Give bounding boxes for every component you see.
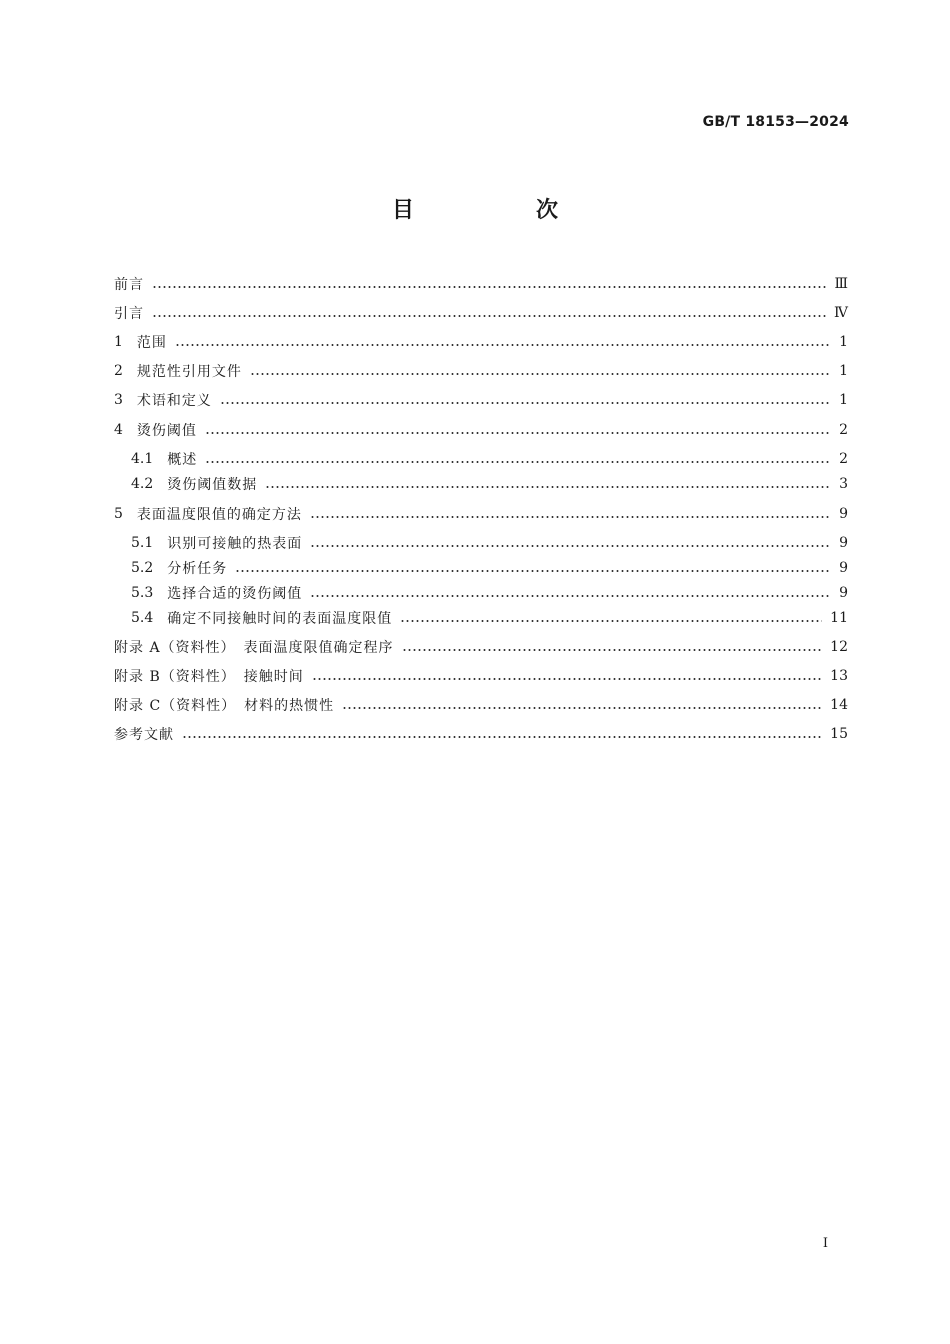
toc-entry-number: 4 <box>114 422 123 438</box>
toc-entry-page: 13 <box>830 668 848 684</box>
toc-entry-page: 9 <box>839 535 848 551</box>
toc-entry-page: 9 <box>839 585 848 601</box>
toc-entry-1[interactable] <box>114 329 848 355</box>
toc-entry-page: 3 <box>839 476 848 492</box>
toc-entry-number: 4.1 <box>131 451 154 467</box>
toc-entry-foreword[interactable] <box>114 271 848 297</box>
toc-entry-label: 表面温度限值的确定方法 <box>136 507 302 523</box>
toc-entry-label: 前言 <box>114 277 144 293</box>
toc-entry-page: 11 <box>830 610 848 626</box>
toc-entry-label: 范围 <box>136 335 167 351</box>
toc-entry-label: 分析任务 <box>167 561 228 577</box>
toc-entry-label: 规范性引用文件 <box>136 364 242 380</box>
toc-entry-label: 烫伤阈值数据 <box>167 477 258 493</box>
toc-entry-page: 2 <box>839 451 848 467</box>
toc-entry-introduction[interactable] <box>114 300 848 326</box>
toc-entry-4[interactable] <box>114 417 848 443</box>
toc-entry-label: 选择合适的烫伤阈值 <box>167 586 303 602</box>
toc-entry-label: 术语和定义 <box>136 393 212 409</box>
toc-entry-annex-c[interactable] <box>114 692 848 718</box>
toc-entry-page: 9 <box>839 560 848 576</box>
toc-entry-page: 12 <box>830 639 848 655</box>
toc-entry-number: 4.2 <box>131 476 154 492</box>
toc-entry-page: 15 <box>830 726 848 742</box>
toc-entry-page: 9 <box>839 506 848 522</box>
leader-dots <box>342 707 822 709</box>
toc-entry-number: 5 <box>114 506 123 522</box>
toc-entry-label: 引言 <box>114 306 144 322</box>
toc-entry-5-2[interactable] <box>131 555 848 581</box>
toc-entry-annex-b[interactable] <box>114 663 848 689</box>
toc-entry-5[interactable] <box>114 501 848 527</box>
leader-dots <box>235 570 831 572</box>
toc-entry-page: 1 <box>839 363 848 379</box>
toc-entry-page: 1 <box>839 392 848 408</box>
toc-entry-page: 14 <box>830 697 848 713</box>
toc-entry-page: 1 <box>839 334 848 350</box>
toc-entry-5-3[interactable] <box>131 580 848 606</box>
toc-entry-number: 1 <box>114 334 123 350</box>
leader-dots <box>310 516 831 518</box>
toc-entry-number: 5.3 <box>131 585 154 601</box>
toc-entry-number: 5.2 <box>131 560 154 576</box>
leader-dots <box>265 486 831 488</box>
leader-dots <box>152 315 826 317</box>
leader-dots <box>400 620 822 622</box>
leader-dots <box>175 344 831 346</box>
leader-dots <box>402 649 823 651</box>
toc-entry-5-4[interactable] <box>131 605 848 631</box>
leader-dots <box>220 402 831 404</box>
toc-entry-label: 参考文献 <box>114 727 174 743</box>
leader-dots <box>182 736 822 738</box>
standard-code: GB/T 18153—2024 <box>702 114 849 130</box>
leader-dots <box>312 678 822 680</box>
toc-entry-4-1[interactable] <box>131 446 848 472</box>
toc-entry-label: 概述 <box>167 452 198 468</box>
toc-entry-label: 烫伤阈值 <box>136 423 197 439</box>
toc-entry-page: Ⅳ <box>834 305 848 321</box>
toc-entry-annex-a[interactable] <box>114 634 848 660</box>
toc-entry-number: 3 <box>114 392 123 408</box>
leader-dots <box>310 545 831 547</box>
leader-dots <box>205 432 831 434</box>
toc-entry-page: 2 <box>839 422 848 438</box>
toc-entry-3[interactable] <box>114 387 848 413</box>
leader-dots <box>310 595 831 597</box>
toc-entry-label: 识别可接触的热表面 <box>167 536 303 552</box>
toc-entry-page: Ⅲ <box>834 276 848 292</box>
toc-entry-4-2[interactable] <box>131 471 848 497</box>
toc-entry-label: 附录 A（资料性） 表面温度限值确定程序 <box>114 640 394 656</box>
page-title: 目 次 <box>391 198 608 223</box>
toc-entry-label: 附录 B（资料性） 接触时间 <box>114 669 304 685</box>
page-number: I <box>822 1236 828 1251</box>
leader-dots <box>205 461 831 463</box>
toc-entry-label: 附录 C（资料性） 材料的热惯性 <box>114 698 335 714</box>
leader-dots <box>152 286 826 288</box>
toc-entry-label: 确定不同接触时间的表面温度限值 <box>167 611 393 627</box>
leader-dots <box>250 373 831 375</box>
toc-entry-number: 5.4 <box>131 610 154 626</box>
toc-entry-number: 2 <box>114 363 123 379</box>
toc-entry-number: 5.1 <box>131 535 154 551</box>
toc-entry-2[interactable] <box>114 358 848 384</box>
toc-entry-5-1[interactable] <box>131 530 848 556</box>
toc-entry-bibliography[interactable] <box>114 721 848 747</box>
